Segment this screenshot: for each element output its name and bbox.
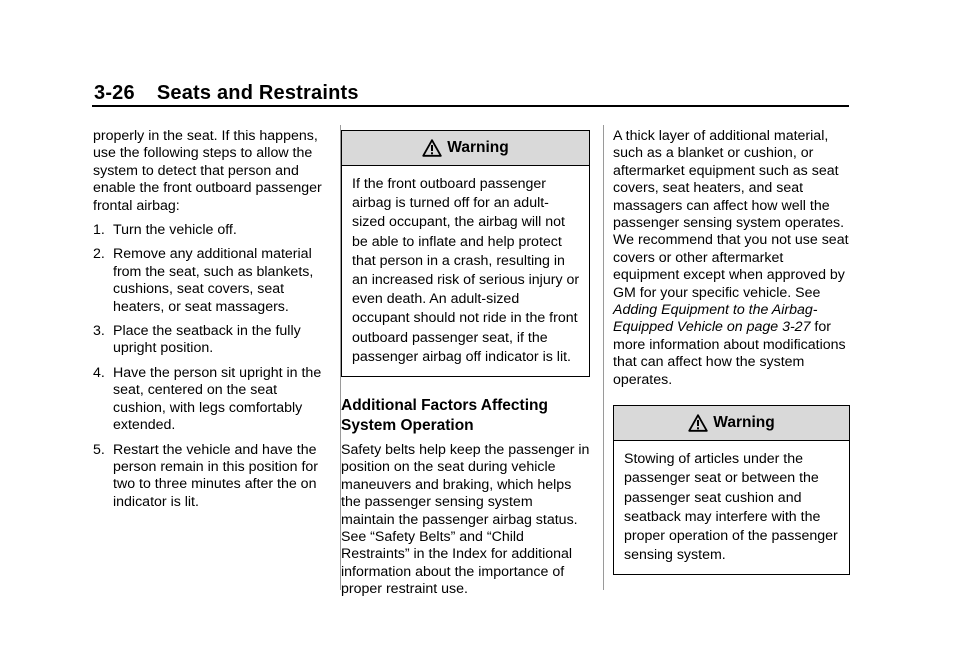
section-heading: Additional Factors Affecting System Operation	[341, 397, 548, 435]
warning-header	[614, 406, 849, 441]
warning-body: Stowing of articles under the passenger seat or between the passenger seat cushion and seatback may interfere with the proper operation of the passenger sensing system.	[624, 451, 838, 564]
column-divider	[603, 125, 604, 590]
body-paragraph	[613, 128, 853, 389]
section-title: Seats and Restraints	[156, 82, 359, 104]
step-text: Place the seatback in the fully upright position.	[113, 323, 301, 357]
warning-title: Warning	[447, 139, 509, 157]
step-text: Remove any additional material from the seat, such as blankets, cushions, seat covers, seat heaters, or seat massagers.	[113, 246, 314, 315]
step-text: Have the person sit upright in the seat, centered on the seat cushion, with legs comfortably extended.	[113, 364, 322, 434]
cross-reference-link[interactable]: Adding Equipment to the Airbag-Equipped Vehicle on page 3-27	[613, 302, 818, 336]
list-item	[93, 222, 333, 239]
intro-paragraph: properly in the seat. If this happens, use the following steps to allow the system to detect that person and enable the front outboard passenger frontal airbag:	[93, 128, 322, 214]
header-rule	[92, 105, 849, 107]
steps-list	[93, 222, 333, 511]
warning-body: If the front outboard passenger airbag is turned off for an adult-sized occupant, the airbag will not be able to inflate and help protect that person in a crash, resulting in an increased risk of serious injury or even death. An adult-sized occupant should not ride in the front outboard passenger seat, if the passenger airbag off indicator is lit.	[352, 176, 580, 365]
warning-triangle-icon	[688, 414, 708, 432]
step-number: 2.	[93, 246, 105, 263]
list-item	[93, 246, 333, 316]
list-item	[93, 442, 333, 512]
step-number: 5.	[93, 441, 105, 458]
warning-triangle-icon	[422, 139, 442, 157]
step-number: 3.	[93, 323, 105, 340]
step-text: Restart the vehicle and have the person remain in this position for two to three minutes after the on indicator is lit.	[113, 441, 319, 510]
paragraph-text: for more information about modifications that can affect how the system operates.	[613, 319, 846, 388]
warning-title: Warning	[713, 414, 775, 432]
list-item	[93, 323, 333, 358]
body-paragraph: Safety belts help keep the passenger in position on the seat during vehicle maneuvers and braking, which helps the passenger sensing system maintain the passenger airbag status. See “Safety Belts” and “Child Restraints” in the Index for additional information about the importance of proper restraint use.	[341, 442, 590, 598]
paragraph-text: A thick layer of additional material, such as a blanket or cushion, or aftermarket equipment such as seat covers, seat heaters, and seat massagers can affect how well the passenger sensing system operates. We recommend that you not use seat covers or other aftermarket equipment except when approved by GM for your specific vehicle. See	[613, 128, 849, 301]
column-3	[613, 128, 853, 575]
warning-box	[341, 130, 590, 377]
step-number: 4.	[93, 364, 105, 381]
warning-header	[342, 131, 589, 166]
page-header	[94, 82, 359, 105]
column-1	[93, 128, 333, 518]
warning-box	[613, 405, 850, 575]
step-text: Turn the vehicle off.	[113, 222, 237, 239]
page-number: 3-26	[94, 82, 135, 104]
column-2	[341, 130, 590, 599]
list-item	[93, 365, 333, 435]
step-number: 1.	[93, 222, 105, 239]
